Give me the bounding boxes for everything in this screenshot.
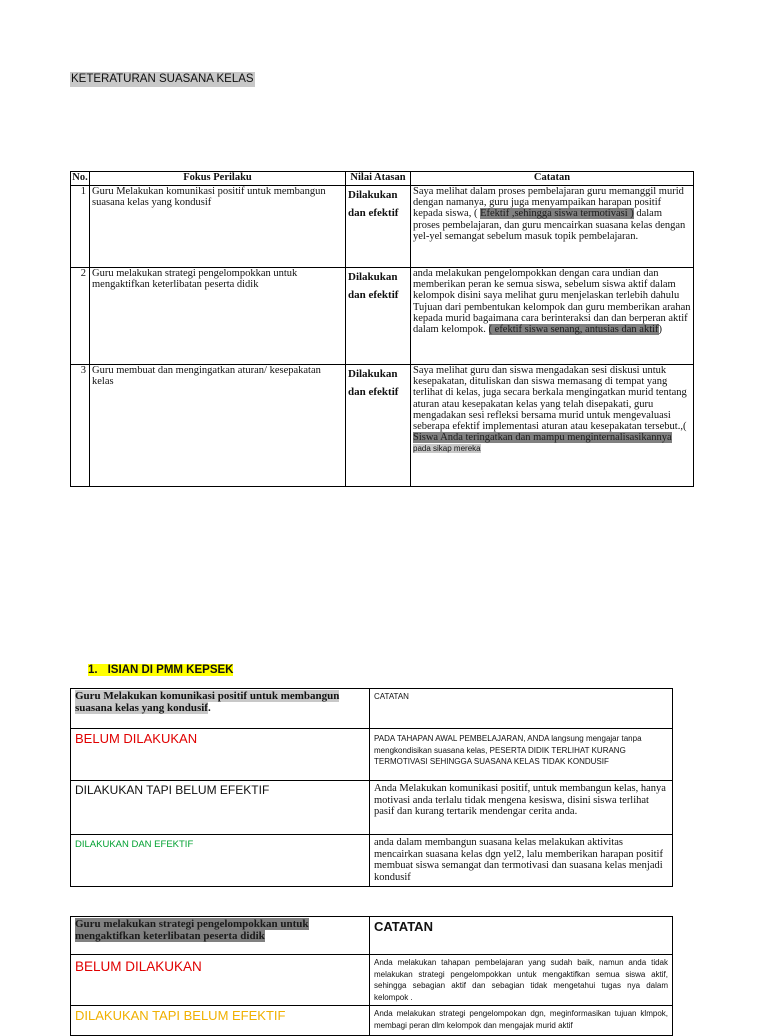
rubric-catatan-header: CATATAN	[370, 917, 673, 955]
table-header-row	[71, 689, 673, 729]
catatan-text: )	[658, 324, 663, 336]
rubric-focus-end: .	[207, 701, 211, 714]
table-row	[71, 835, 673, 887]
rubric-focus	[71, 689, 370, 729]
catatan-text: dalam proses pembelajaran, dan guru mencairkan suasana kelas dengan yel-yel semangat sebelum masuk topik pembelajaran.	[413, 208, 686, 242]
rubric-level-note: Anda melakukan strategi pengelompokan dgn, meginformasikan tujuan klmpok, membagi peran dlm kelompok dan mengajak murid aktif	[370, 1006, 673, 1036]
table-header-row	[71, 917, 673, 955]
row-catatan	[411, 365, 694, 487]
catatan-text: Saya melihat dalam proses pembelajaran guru memanggil murid dengan namanya, guru juga menyampaikan harapan positif kepada siswa, (	[413, 186, 684, 220]
row-fokus: Guru membuat dan mengingatkan aturan/ kesepakatan kelas	[90, 365, 346, 487]
observation-table	[70, 171, 694, 487]
rubric-level-note: anda dalam membangun suasana kelas melakukan aktivitas mencairkan suasana kelas dgn yel2, lalu memberikan harapan positif membuat siswa semangat dan termotivasi dan suasana kelas menjadi kondusif	[370, 835, 673, 887]
rubric-level-note: Anda Melakukan komunikasi positif, untuk membangun kelas, hanya motivasi anda terlalu tidak mengena kesiswa, disini siswa terlihat pasif dan kurang tertarik mendengar cerita anda.	[370, 781, 673, 835]
row-number: 1	[71, 186, 90, 268]
rubric-level-label: DILAKUKAN DAN EFEKTIF	[71, 835, 370, 887]
table-row	[71, 268, 694, 365]
table-row	[71, 1006, 673, 1036]
header-no: No.	[71, 172, 90, 186]
catatan-highlight: ( efektif siswa senang, antusias dan aktif	[488, 324, 659, 336]
rubric-level-label: DILAKUKAN TAPI BELUM EFEKTIF	[71, 781, 370, 835]
section-title: ISIAN DI PMM KEPSEK	[98, 664, 234, 676]
catatan-text: Saya melihat guru dan siswa mengadakan sesi diskusi untuk kesepakatan, dituliskan dan siswa memasang di tempat yang terlihat di kelas, juga secara berkala mengingatkan murid tentang aturan atau kesepakatan kelas yang telah disepakati, guru mengadakan sesi refleksi bersama murid untuk mengevaluasi seberapa efektif implementasi aturan atau kesepakatan tersebut.,(	[413, 365, 687, 433]
rubric-level-label: BELUM DILAKUKAN	[71, 955, 370, 1006]
catatan-text: pada sikap mereka	[413, 444, 481, 454]
header-catatan: Catatan	[411, 172, 694, 186]
row-fokus: Guru melakukan strategi pengelompokkan untuk mengaktifkan keterlibatan peserta didik	[90, 268, 346, 365]
rubric-level-note: PADA TAHAPAN AWAL PEMBELAJARAN, ANDA langsung mengajar tanpa mengkondisikan suasana kelas, PESERTA DIDIK TERLIHAT KURANG TERMOTIVASI SEHINGGA SUASANA KELAS TIDAK KONDUSIF	[370, 729, 673, 781]
rubric-level-label: DILAKUKAN TAPI BELUM EFEKTIF	[71, 1006, 370, 1036]
catatan-highlight: Efektif ,sehingga siswa termotivasi )	[480, 208, 634, 220]
rubric-focus	[71, 917, 370, 955]
row-number: 3	[71, 365, 90, 487]
row-nilai: Dilakukan dan efektif	[346, 365, 411, 487]
catatan-text: anda melakukan pengelompokkan dengan cara undian dan memberikan peran ke semua siswa, sebelum siswa aktif dalam kelompok disini saya melihat guru menjelaskan terlebih dahulu Tujuan dari pembentukan kelompok dan guru memberikan arahan kepada murid bagaimana cara berinteraksi dan dan berperan aktif dalam kelompok.	[413, 268, 691, 336]
table-row	[71, 729, 673, 781]
section-number: 1.	[88, 664, 98, 676]
section-heading	[88, 663, 233, 678]
row-nilai: Dilakukan dan efektif	[346, 186, 411, 268]
table-row	[71, 781, 673, 835]
row-fokus: Guru Melakukan komunikasi positif untuk membangun suasana kelas yang kondusif	[90, 186, 346, 268]
row-nilai: Dilakukan dan efektif	[346, 268, 411, 365]
document-title: KETERATURAN SUASANA KELAS	[71, 73, 254, 85]
row-number: 2	[71, 268, 90, 365]
rubric-table-pengelompokkan	[70, 916, 673, 1036]
header-nilai: Nilai Atasan	[346, 172, 411, 186]
table-row	[71, 186, 694, 268]
rubric-level-label: BELUM DILAKUKAN	[71, 729, 370, 781]
row-catatan	[411, 186, 694, 268]
header-fokus: Fokus Perilaku	[90, 172, 346, 186]
table-row	[71, 365, 694, 487]
rubric-catatan-header: CATATAN	[370, 689, 673, 729]
rubric-focus-text: Guru Melakukan komunikasi positif untuk membangun suasana kelas yang kondusif	[75, 690, 340, 714]
catatan-highlight: Siswa Anda teringatkan dan mampu menginternalisasikannya	[413, 432, 672, 444]
table-header-row	[71, 172, 694, 186]
rubric-table-komunikasi	[70, 688, 673, 887]
rubric-level-note: Anda melakukan tahapan pembelajaran yang sudah baik, namun anda tidak melakukan strategi pengelompokkan untuk mengaktifkan semua siswa aktif, sehingga sebagian aktif dan sebagian tidak mengetahui tugas nya dalam kelompok .	[370, 955, 673, 1006]
table-row	[71, 955, 673, 1006]
rubric-focus-text: Guru melakukan strategi pengelompokkan untuk mengaktifkan keterlibatan peserta didik	[75, 918, 309, 942]
row-catatan	[411, 268, 694, 365]
